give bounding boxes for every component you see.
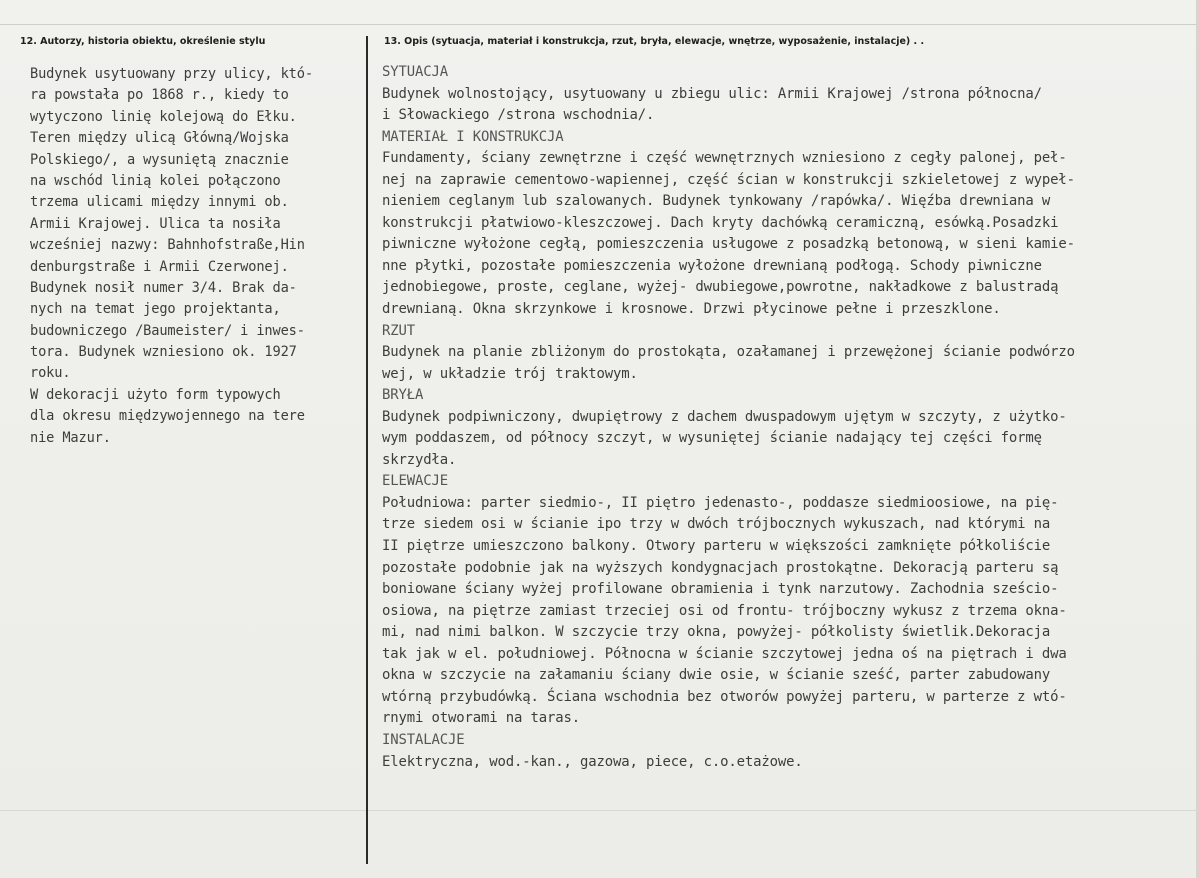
text-line: osiowa, na piętrze zamiast trzeciej osi od frontu- trójboczny wykusz z trzema okna-: [382, 602, 1067, 619]
text-line: wtórną przybudówką. Ściana wschodnia bez otworów powyżej parteru, w parterze z wtó-: [382, 688, 1067, 705]
text-line: Budynek na planie zbliżonym do prostokąta, ozałamanej i przewężonej ścianie podwórzo: [382, 344, 1075, 361]
heading-rzut: RZUT: [382, 322, 416, 339]
text-line: trze siedem osi w ścianie ipo trzy w dwóch trójbocznych wykuszach, nad którymi na: [382, 516, 1051, 533]
text-line: W dekoracji użyto form typowych: [30, 386, 281, 403]
text-line: wej, w układzie trój traktowym.: [382, 365, 638, 382]
text-line: tora. Budynek wzniesiono ok. 1927: [30, 344, 297, 361]
heading-bryla: BRYŁA: [382, 387, 424, 404]
text-line: roku.: [30, 365, 71, 382]
text-line: budowniczego /Baumeister/ i inwes-: [30, 322, 305, 339]
text-line: Armii Krajowej. Ulica ta nosiła: [30, 215, 281, 232]
text-line: tak jak w el. południowej. Północna w ścianie szczytowej jedna oś na piętrach i dwa: [382, 645, 1067, 662]
text-line: II piętrze umieszczono balkony. Otwory parteru w większości zamknięte półkoliście: [382, 538, 1051, 555]
text-line: Południowa: parter siedmio-, II piętro jedenasto-, poddasze siedmioosiowe, na pię-: [382, 494, 1059, 511]
text-line: jednobiegowe, proste, ceglane, wyżej- dwubiegowe,powrotne, nakładkowe z balustradą: [382, 279, 1059, 296]
description-column: [382, 62, 1197, 773]
text-line: mi, nad nimi balkon. W szczycie trzy okna, powyżej- półkolisty świetlik.Dekoracja: [382, 624, 1051, 641]
top-rule: [0, 24, 1199, 25]
text-line: dla okresu międzywojennego na tere: [30, 408, 305, 425]
text-line: piwniczne wyłożone cegłą, pomieszczenia usługowe z posadzką betonową, w sieni kamie-: [382, 236, 1075, 253]
text-line: denburgstraße i Armii Czerwonej.: [30, 258, 289, 275]
text-line: Budynek usytuowany przy ulicy, któ-: [30, 66, 313, 82]
text-line: pozostałe podobnie jak na wyższych kondygnacjach prostokątne. Dekoracją parteru są: [382, 559, 1059, 576]
text-line: nne płytki, pozostałe pomieszczenia wyłożone drewnianą podłogą. Schody piwniczne: [382, 257, 1042, 274]
text-line: nych na temat jego projektanta,: [30, 301, 281, 318]
text-line: na wschód linią kolei połączono: [30, 172, 281, 189]
text-line: Fundamenty, ściany zewnętrzne i część wewnętrznych wzniesiono z cegły palonej, peł-: [382, 150, 1067, 167]
text-line: okna w szczycie na załamaniu ściany dwie osie, w ścianie sześć, parter zabudowany: [382, 667, 1051, 684]
text-line: Budynek wolnostojący, usytuowany u zbiegu ulic: Armii Krajowej /strona północna/: [382, 85, 1042, 102]
heading-instalacje: INSTALACJE: [382, 731, 465, 748]
text-line: konstrukcji płatwiowo-kleszczowej. Dach kryty dachówką ceramiczną, esówką.Posadzki: [382, 214, 1059, 231]
text-line: Elektryczna, wod.-kan., gazowa, piece, c.o.etażowe.: [382, 753, 803, 770]
heading-material-konstrukcja: MATERIAŁ I KONSTRUKCJA: [382, 128, 564, 145]
text-line: Budynek nosił numer 3/4. Brak da-: [30, 279, 297, 296]
text-line: Budynek podpiwniczony, dwupiętrowy z dachem dwuspadowym ujętym w szczyty, z użytko-: [382, 408, 1067, 425]
text-line: nej na zaprawie cementowo-wapiennej, część ścian w konstrukcji szkieletowej z wypeł-: [382, 171, 1075, 188]
text-line: i Słowackiego /strona wschodnia/.: [382, 107, 655, 124]
text-line: skrzydła.: [382, 451, 457, 468]
text-line: ra powstała po 1868 r., kiedy to: [30, 87, 289, 104]
heading-elewacje: ELEWACJE: [382, 473, 448, 490]
heading-sytuacja: SYTUACJA: [382, 64, 448, 80]
authors-history-column: [30, 64, 370, 449]
text-line: drewnianą. Okna skrzynkowe i krosnowe. Drzwi płycinowe pełne i przeszklone.: [382, 301, 1001, 318]
text-line: wcześniej nazwy: Bahnhofstraße,Hin: [30, 237, 305, 254]
text-line: Polskiego/, a wysuniętą znacznie: [30, 151, 289, 168]
page-fold-line: [0, 810, 1199, 811]
text-line: rnymi otworami na taras.: [382, 710, 580, 727]
text-line: boniowane ściany wyżej profilowane obramienia i tynk narzutowy. Zachodnia sześcio-: [382, 581, 1059, 598]
text-line: Teren między ulicą Główną/Wojska: [30, 130, 289, 147]
section-12-header: 12. Autorzy, historia obiektu, określenie stylu: [20, 36, 266, 47]
text-line: nieniem ceglanym lub szalowanych. Budynek tynkowany /rapówka/. Więźba drewniana w: [382, 193, 1051, 210]
text-line: wytyczono linię kolejową do Ełku.: [30, 108, 297, 125]
text-line: wym poddaszem, od północy szczyt, w wysuniętej ścianie nadający tej części formę: [382, 430, 1042, 447]
text-line: nie Mazur.: [30, 429, 111, 446]
section-13-header: 13. Opis (sytuacja, materiał i konstrukcja, rzut, bryła, elewacje, wnętrze, wyposażenie, instalacje) . .: [384, 36, 925, 47]
text-line: trzema ulicami między innymi ob.: [30, 194, 289, 211]
